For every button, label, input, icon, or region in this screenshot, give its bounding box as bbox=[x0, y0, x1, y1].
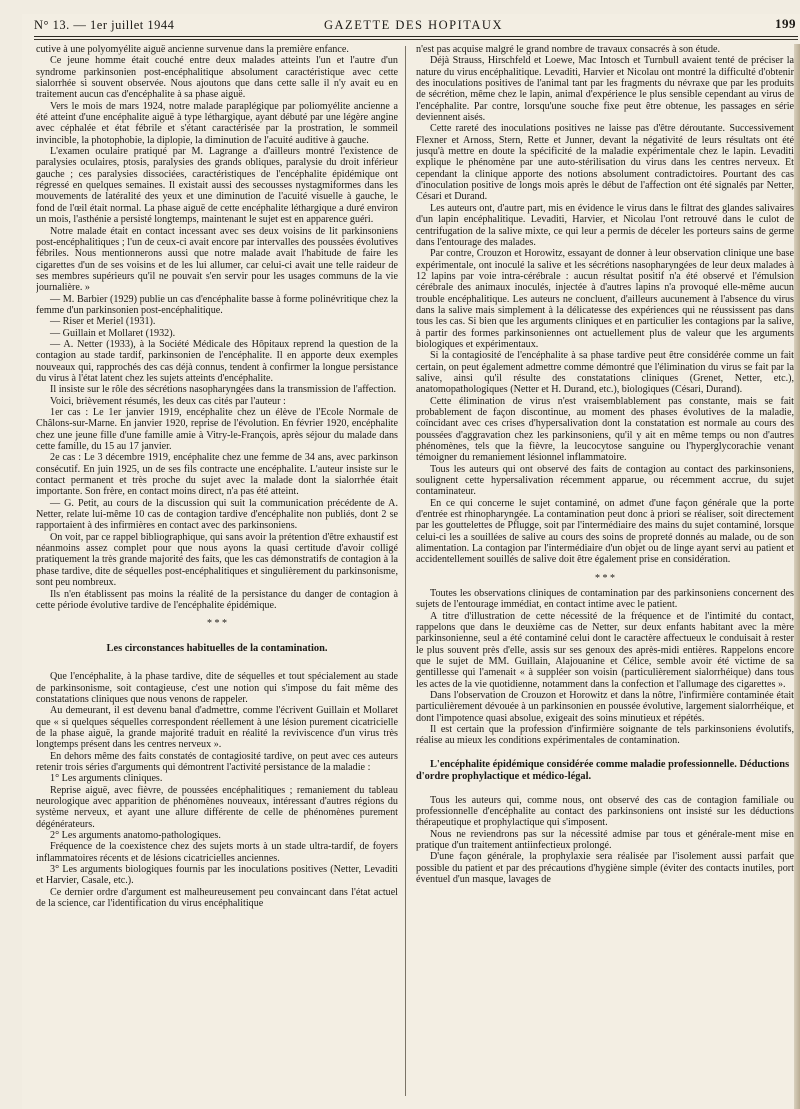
paragraph: Les auteurs ont, d'autre part, mis en évidence le virus dans le filtrat des glandes salivaires d'un lapin encéphalitique. Levaditi, Harvier, et Nicolau l'ont retrouvé dans le culot de centrifugation de la salive mixte, ce qui leur a permis de déceler les porteurs sains de germe dans l'entourage des malades. bbox=[416, 202, 794, 248]
paragraph: cutive à une polyomyélite aiguë ancienne survenue dans la première enfance. bbox=[36, 44, 349, 55]
left-column bbox=[36, 44, 398, 1102]
section-stars-right: * * * bbox=[595, 572, 615, 584]
paragraph: — A. Netter (1933), à la Société Médicale des Hôpitaux reprend la question de la contagion au stade tardif, parkinsonien de l'encéphalite. Il en apporte deux exemples nouveaux qui, rapprochés des cas déjà connus, tendent à confirmer la longue persistance du virus à l'état latent chez les sujets atteints d'encéphalite. bbox=[36, 338, 398, 384]
section-title-professional: L'encéphalite épidémique considérée comme maladie professionnelle. Déductions d'ordre prophylactique et médico-légal. bbox=[416, 758, 790, 782]
paragraph: — Riser et Meriel (1931). bbox=[50, 316, 156, 328]
paragraph: — Guillain et Mollaret (1932). bbox=[50, 327, 176, 339]
paragraph: Au demeurant, il est devenu banal d'admettre, comme l'écrivent Guillain et Mollaret que « si quelques séquelles correspondent réellement à une lésion purement cicatricielle de la phase aiguë, la grande majorité traduit en réalité la reviviscence d'un virus très longtemps présent dans les centres nerveux ». bbox=[36, 705, 398, 751]
header-rule bbox=[34, 36, 798, 37]
paragraph: Par contre, Crouzon et Horowitz, essayant de donner à leur observation clinique une base expérimentale, ont inoculé la salive et les sécrétions nasopharyngées de leur deux malades à 12 lapins par voie intra-cérébrale : aucun résultat positif n'a été observé et l'émulsion cérébrale des animaux inoculés, injectée à d'autres lapins n'a provoqué elle-même aucun trouble encéphalitique. Les auteurs ne concluent, d'ailleurs aucunement à l'absence du virus dans la salive mais simplement à la délicatesse des expériences qui ne réussissent pas dans tous les cas. Si bien que les arguments cliniques et en particulier les contagions par la salive, à partir des formes parkinsoniennes ont actuellement plus de valeur que les arguments biologiques et expérimentaux. bbox=[416, 248, 794, 350]
paragraph: Voici, brièvement résumés, les deux cas cités par l'auteur : bbox=[50, 395, 286, 407]
paragraph: n'est pas acquise malgré le grand nombre de travaux consacrés à son étude. bbox=[416, 44, 721, 55]
paragraph: 2e cas : Le 3 décembre 1919, encéphalite chez une femme de 34 ans, avec parkinson consécutif. En juin 1925, un de ses fils contracte une encéphalite. L'auteur insiste sur le contact permanent et très proche du sujet avec la malade dont la sialorrhée était importante. Son frère, en contact moins direct, n'a pas été atteint. bbox=[36, 452, 398, 498]
paragraph: Cette rareté des inoculations positives ne laisse pas d'être déroutante. Successivement Flexner et Arnoss, Stern, Rette et Junner, devant la négativité de leurs résultats ont été jusqu'à mettre en doute la spécificité de la maladie expérimentale chez le lapin. Levaditi explique le phénomène par une auto-stérilisation du virus dans les centres nerveux. Et cependant la clinique apporte des notions absolument contradictoires. Pourtant des cas d'inoculation positive de longs mois après le début de l'affection ont été signalés par Netter, Césari et Durand. bbox=[416, 123, 794, 203]
journal-title: GAZETTE DES HOPITAUX bbox=[324, 18, 503, 32]
paragraph: Cette élimination de virus n'est vraisemblablement pas constante, mais se fait probablement de façon discontinue, au moment des phases évolutives de la maladie, coïncidant avec ces crises d'hypersalivation dont la constatation est normale au cours des poussées d'aggravation chez les parkinsoniens, qu'il y ait en même temps ou non d'autres phénomènes, tels que la fièvre, la leucocytose sanguine ou l'hyperglycorachie venant témoigner du remaniement lésionnel inflammatoire. bbox=[416, 395, 794, 464]
paragraph: Reprise aiguë, avec fièvre, de poussées encéphalitiques ; remaniement du tableau neurologique avec apparition de phénomènes nouveaux, intéressant d'autres régions du système nerveux, et ayant une allure différente de celle de phénomènes purement dégénérateurs. bbox=[36, 784, 398, 830]
paragraph: Si la contagiosité de l'encéphalite à sa phase tardive peut être considérée comme un fait certain, on peut également admettre comme démontré que l'élimination du virus se fait par la salive, ainsi qu'il résulte des constatations cliniques (Grenet, Netter, etc.), anatomopathologiques (Netter et H. Durand, etc.), biologiques (Césari, Durand). bbox=[416, 350, 794, 396]
paragraph: Notre malade était en contact incessant avec ses deux voisins de lit parkinsoniens post-encéphalitiques ; l'un de ceux-ci avait encore par intervalles des poussées évolutives fébriles. Nous mentionnerons aussi que notre malade avait l'habitude de faire les cigarettes d'un de ses voisins et de les lui allumer, car celui-ci avait une telle raideur de ses membres supérieurs qu'il ne pouvait s'en servir pour les usages communs de la vie journalière. » bbox=[36, 225, 398, 294]
right-column bbox=[416, 44, 794, 1102]
section-stars: * * * bbox=[207, 618, 227, 630]
paragraph: Déjà Strauss, Hirschfeld et Loewe, Mac Intosch et Turnbull avaient tenté de préciser la nature du virus encéphalitique. Levaditi, Harvier et Nicolau ont montré la difficulté d'obtenir des inoculations positives de l'animal tant par les fragments du névraxe que par les produits de sécrétion, même chez le lapin, animal d'expérience le plus sensible cependant au virus de l'encéphalite. Par contre, lorsqu'une souche fixe peut être obtenue, les passages en série deviennent aisés. bbox=[416, 55, 794, 124]
paragraph: 3° Les arguments biologiques fournis par les inoculations positives (Netter, Levaditi et Harvier, Casale, etc.). bbox=[36, 864, 398, 887]
right-paragraphs bbox=[416, 44, 794, 566]
issue-date: N° 13. — 1er juillet 1944 bbox=[34, 18, 175, 32]
paragraph: L'examen oculaire pratiqué par M. Lagrange a d'ailleurs montré l'existence de paralysies oculaires, ptosis, paralysies des grands obliques, paralysie du droit inférieur gauche ; ces paralysies dissociées, caractéristiques de l'encéphalite épidémique ont régressé en quelques semaines. Il existait aussi des secousses nystagmiformes dans les mouvements de latéralité des yeux et une diminution de l'acuité visuelle à gauche, le fond de l'œil était normal. La phase aiguë de cette encéphalite léthargique a duré environ un mois, l'asthénie a persisté longtemps, maintenant le sujet est en apparence guéri. bbox=[36, 146, 398, 226]
page-edge bbox=[794, 44, 800, 1109]
paragraph: — G. Petit, au cours de la discussion qui suit la communication précédente de A. Netter, relate lui-même 10 cas de contagion tardive d'encéphalite non publiés, dont 2 se rapportaient à des infirmières en contact avec des parkinsoniens. bbox=[36, 497, 398, 532]
section-title-contamination: Les circonstances habituelles de la contamination. bbox=[106, 643, 328, 655]
paragraph: 2° Les arguments anatomo-pathologiques. bbox=[50, 830, 221, 841]
paragraph: — M. Barbier (1929) publie un cas d'encéphalite basse à forme polinévritique chez la femme d'un parkinsonien post-encéphalitique. bbox=[36, 293, 398, 316]
paragraph: Il est certain que la profession d'infirmière soignante de tels parkinsoniens évolutifs, réalise au mieux les conditions expérimentales de contamination. bbox=[416, 723, 794, 747]
column-divider bbox=[405, 46, 406, 1096]
left-paragraphs bbox=[36, 44, 398, 611]
paragraph: On voit, par ce rappel bibliographique, qui sans avoir la prétention d'être exhaustif est néanmoins assez complet pour que nous ayons la quasi certitude d'avoir colligé pratiquement la très grande majorité des faits, que les cas démonstratifs de contagion à la phase tardive, dite de séquelles post-encéphalitiques et singulièrement du parkinsonisme, sont peu nombreux. bbox=[36, 531, 398, 589]
paragraph: Ce jeune homme était couché entre deux malades atteints l'un et l'autre d'un syndrome parkinsonien post-encéphalitique absolument caractéristique avec cette sialorrhée si souvent observée. Nous ajoutons que dans cette salle il n'y avait eu en traitement aucun cas d'encéphalite à sa phase aiguë. bbox=[36, 55, 398, 101]
paragraph: Ce dernier ordre d'argument est malheureusement peu convaincant dans l'état actuel de la science, car l'identification du virus encéphalitique bbox=[36, 886, 398, 910]
paragraph: Tous les auteurs qui ont observé des faits de contagion au contact des parkinsoniens, soulignent cette hypersalivation récemment apparue, ou récemment accrue, du sujet contaminateur. bbox=[416, 463, 794, 498]
paragraph: 1° Les arguments cliniques. bbox=[50, 773, 163, 785]
paragraph: Que l'encéphalite, à la phase tardive, dite de séquelles et tout spécialement au stade de parkinsonisme, soit contagieuse, c'est une notion qui s'impose du fait même des constatations cliniques que nous venons de rappeler. bbox=[36, 671, 398, 705]
running-header bbox=[34, 16, 800, 36]
paragraph: Fréquence de la coexistence chez des sujets morts à un stade ultra-tardif, de foyers inflammatoires récents et de lésions cicatricielles anciennes. bbox=[36, 841, 398, 864]
paragraph: En ce qui concerne le sujet contaminé, on admet d'une façon générale que la porte d'entrée est rhinopharyngée. La contamination peut donc à priori se réaliser, soit directement par les gouttelettes de Pflugge, soit par l'intermédiaire des mains du sujet contaminé, lorsque celui-ci les a souillées de salive au cours des soins de propreté donnés au malade, ou de son alimentation. La contagion par l'intermédiaire d'un objet ou de linge ayant servi au patient et accidentellement souillés de salive doit être également prise en considération. bbox=[416, 497, 794, 566]
header-rule-thin bbox=[34, 39, 798, 40]
paragraph: Toutes les observations cliniques de contamination par des parkinsoniens concernent des sujets de l'entourage immédiat, en contact intime avec le patient. bbox=[416, 587, 794, 611]
right-paragraphs-2 bbox=[416, 588, 794, 747]
right-paragraphs-3 bbox=[416, 795, 794, 886]
paragraph: Vers le mois de mars 1924, notre malade paraplégique par poliomyélite ancienne a été atteint d'une encéphalite aiguë à type léthargique, ayant débuté par une légère angine avec céphalée et état fébrile et s'étant caractérisée par la prostration, le sommeil invincible, la photophobie, la diplopie, la diminution de l'acuité auditive à gauche. bbox=[36, 100, 398, 146]
paragraph: En dehors même des faits constatés de contagiosité tardive, on peut avec ces auteurs retenir trois séries d'arguments qui démontrent l'activité persistance de la maladie : bbox=[36, 750, 398, 773]
paragraph: Il insiste sur le rôle des sécrétions nasopharyngées dans la transmission de l'affection. bbox=[50, 384, 397, 396]
paragraph: Dans l'observation de Crouzon et Horowitz et dans la nôtre, l'infirmière contaminée était particulièrement dévouée à un parkinsonien en poussée évolutive, largement sialorrhéique, et dont l'impotence quasi absolue, exigeait des soins minutieux et répétés. bbox=[416, 689, 794, 724]
paragraph: 1er cas : Le 1er janvier 1919, encéphalite chez un élève de l'Ecole Normale de Châlons-sur-Marne. En janvier 1920, reprise de l'évolution. En février 1920, encéphalite chez une jeune fille d'une famille amie à Vitry-le-François, après séjour du malade dans cette famille, du 15 au 17 janvier. bbox=[36, 407, 398, 453]
paragraph: Tous les auteurs qui, comme nous, ont observé des cas de contagion familiale ou professionnelle d'encéphalite au contact des parkinsoniens ont insisté sur les déductions thérapeutique et prophylactique qui s'imposent. bbox=[416, 794, 794, 829]
paragraph: Nous ne reviendrons pas sur la nécessité admise par tous et générale-ment mise en pratique d'un traitement antiinfectieux prolongé. bbox=[416, 828, 794, 851]
paragraph: Ils n'en établissent pas moins la réalité de la persistance du danger de contagion à cette période évolutive tardive de l'encéphalite épidémique. bbox=[36, 588, 398, 611]
left-paragraphs-2 bbox=[36, 671, 398, 909]
page-number: 199 bbox=[775, 16, 796, 31]
paragraph: D'une façon générale, la prophylaxie sera réalisée par l'isolement aussi parfait que possible du patient et par des précautions d'hygiène simple (éviter des contacts inutiles, port éventuel d'un masque, lavages de bbox=[416, 851, 794, 886]
paragraph: A titre d'illustration de cette nécessité de la fréquence et de l'intimité du contact, rappelons que dans le deuxième cas de Netter, sur deux enfants habitant avec la mère parkinsonienne, seul a été contaminé celui dont le caractère affectueux le conduisait à rester le plus souvent près d'elle, assis sur ses genoux des après-midi entières. Rappelons encore que le sujet de MM. Guillain, Alajouanine et Célice, semble avoir été victime de sa gentillesse qui l'amenait « à suppléer son voisin (particulièrement sialorrhéique) dans tous les actes de la vie quotidienne, notamment dans la confection et l'allumage des cigarettes ». bbox=[416, 610, 794, 690]
